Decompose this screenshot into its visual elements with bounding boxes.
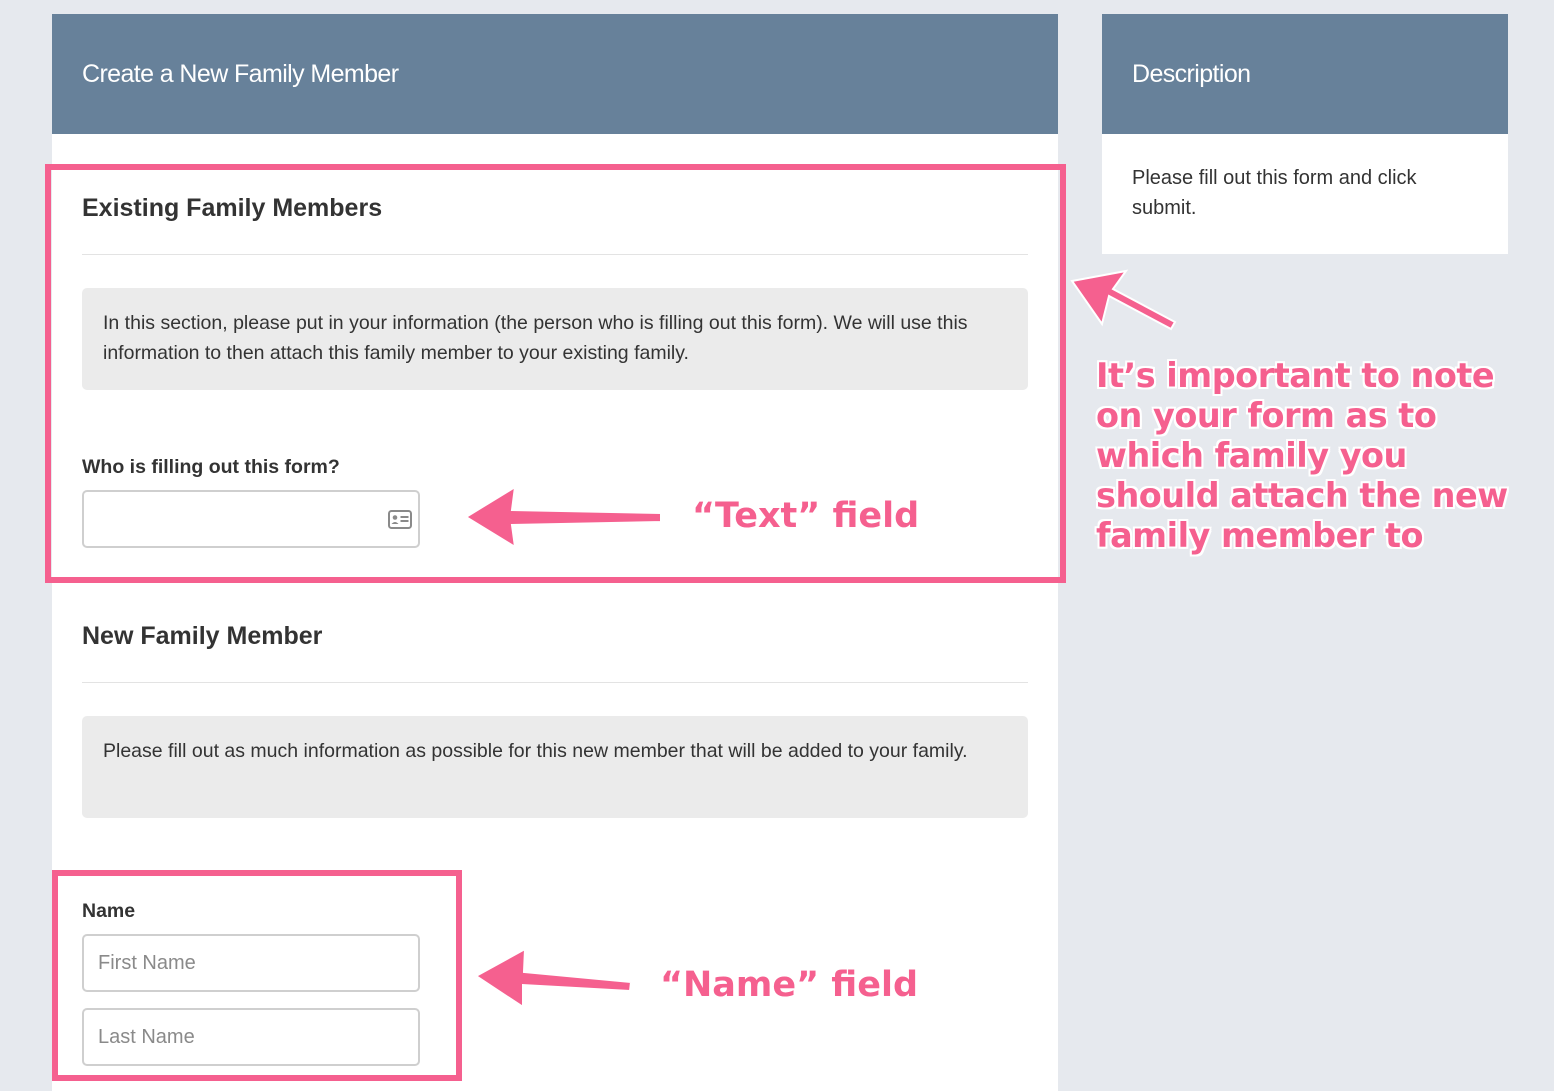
description-text: Please fill out this form and click submit. [1132,167,1417,219]
info-box-new: Please fill out as much information as possible for this new member that will be added to your family. [82,716,1028,818]
section-title-existing: Existing Family Members [82,194,383,222]
name-label: Name [82,900,136,922]
who-filling-label: Who is filling out this form? [82,456,340,478]
description-title: Description [1132,59,1251,88]
info-box-existing: In this section, please put in your information (the person who is filling out this form). We will use this information to then attach this family member to your existing family. [82,288,1028,390]
arrow-left-icon [466,487,661,547]
form-title: Create a New Family Member [82,59,399,88]
section-title-new: New Family Member [82,622,323,650]
text-field-annotation: “Text” field [692,496,920,536]
arrow-up-left-icon [1072,271,1175,329]
arrow-left-icon [476,949,631,1007]
family-note-annotation: It’s important to note on your form as to which family you should attach the new family member to [1096,356,1508,555]
name-field-annotation: “Name” field [660,965,919,1005]
